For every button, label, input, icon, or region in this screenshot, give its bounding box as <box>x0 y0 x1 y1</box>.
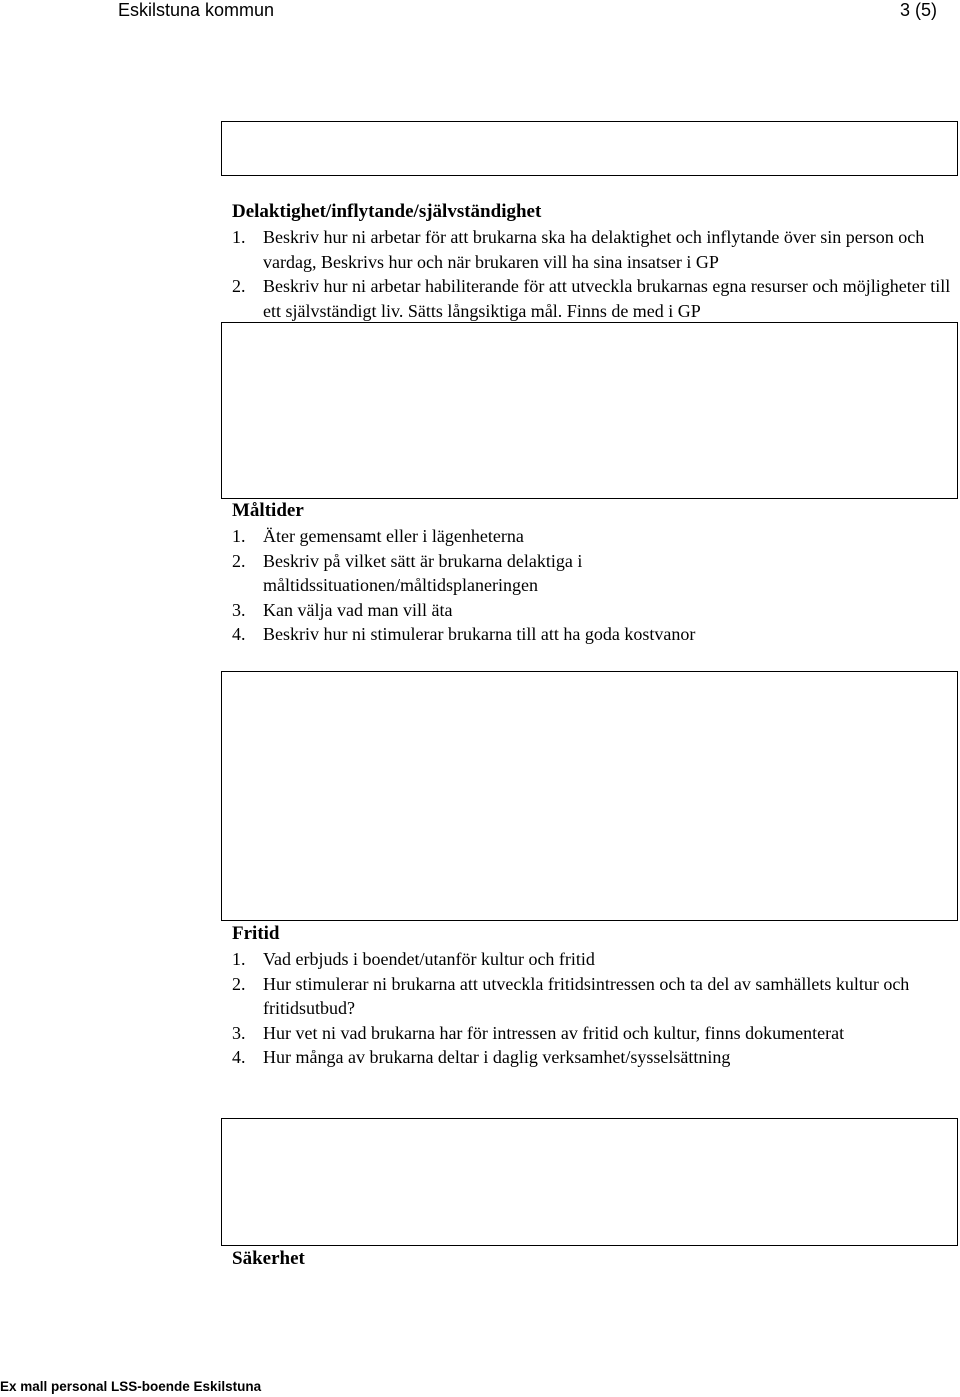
answer-box-maltider[interactable] <box>221 671 958 921</box>
item-number: 4. <box>232 1047 246 1067</box>
organization-name: Eskilstuna kommun <box>118 0 275 20</box>
list-item <box>232 274 952 323</box>
item-number: 2. <box>232 550 246 571</box>
item-text: Hur många av brukarna deltar i daglig verksamhet/sysselsättning <box>263 1047 731 1067</box>
item-number: 1. <box>232 227 246 247</box>
question-list-fritid <box>232 947 952 1070</box>
item-text: Beskriv hur ni arbetar habiliterande för att utveckla brukarnas egna resurser och möjligheter till ett självständigt liv. Sätts långsiktiga mål. Finns de med i GP <box>263 276 951 321</box>
list-item <box>232 622 952 647</box>
item-text: Vad erbjuds i boendet/utanför kultur och fritid <box>263 949 595 969</box>
answer-box-top[interactable] <box>221 121 958 176</box>
list-item <box>232 225 952 274</box>
question-list-delaktighet <box>232 225 952 323</box>
section-title-delaktighet: Delaktighet/inflytande/självständighet <box>232 201 542 222</box>
section-title-maltider: Måltider <box>232 500 304 521</box>
list-item <box>232 524 952 549</box>
item-number: 4. <box>232 624 246 644</box>
section-title-sakerhet: Säkerhet <box>232 1248 305 1269</box>
item-text: Kan välja vad man vill äta <box>263 599 453 620</box>
page-footer: Ex mall personal LSS-boende Eskilstuna <box>0 1379 262 1394</box>
question-list-maltider <box>232 524 952 647</box>
answer-box-fritid[interactable] <box>221 1118 958 1246</box>
item-text: Äter gemensamt eller i lägenheterna <box>263 526 524 546</box>
item-text: Beskriv på vilket sätt är brukarna delaktiga i måltidssituationen/måltidsplaneringen <box>263 550 583 595</box>
answer-box-delaktighet[interactable] <box>221 322 958 499</box>
item-number: 2. <box>232 276 246 296</box>
list-item <box>232 1045 952 1070</box>
list-item <box>232 972 952 1021</box>
item-text: Hur vet ni vad brukarna har för intressen av fritid och kultur, finns dokumenterat <box>263 1022 845 1043</box>
item-number: 2. <box>232 973 246 994</box>
item-number: 1. <box>232 526 246 546</box>
list-item <box>232 598 952 623</box>
item-text: Hur stimulerar ni brukarna att utveckla fritidsintressen och ta del av samhällets kultur och fritidsutbud? <box>263 973 910 1018</box>
item-number: 3. <box>232 1022 246 1043</box>
section-title-fritid: Fritid <box>232 923 280 944</box>
item-number: 1. <box>232 949 246 969</box>
page-header <box>0 0 960 22</box>
list-item <box>232 1021 883 1046</box>
item-text: Beskriv hur ni arbetar för att brukarna ska ha delaktighet och inflytande över sin person och vardag, Beskrivs hur och när brukaren vill ha sina insatser i GP <box>263 227 925 272</box>
list-item <box>232 947 952 972</box>
item-number: 3. <box>232 599 246 620</box>
page-number: 3 (5) <box>900 0 938 20</box>
item-text: Beskriv hur ni stimulerar brukarna till att ha goda kostvanor <box>263 624 696 644</box>
list-item <box>232 549 683 598</box>
